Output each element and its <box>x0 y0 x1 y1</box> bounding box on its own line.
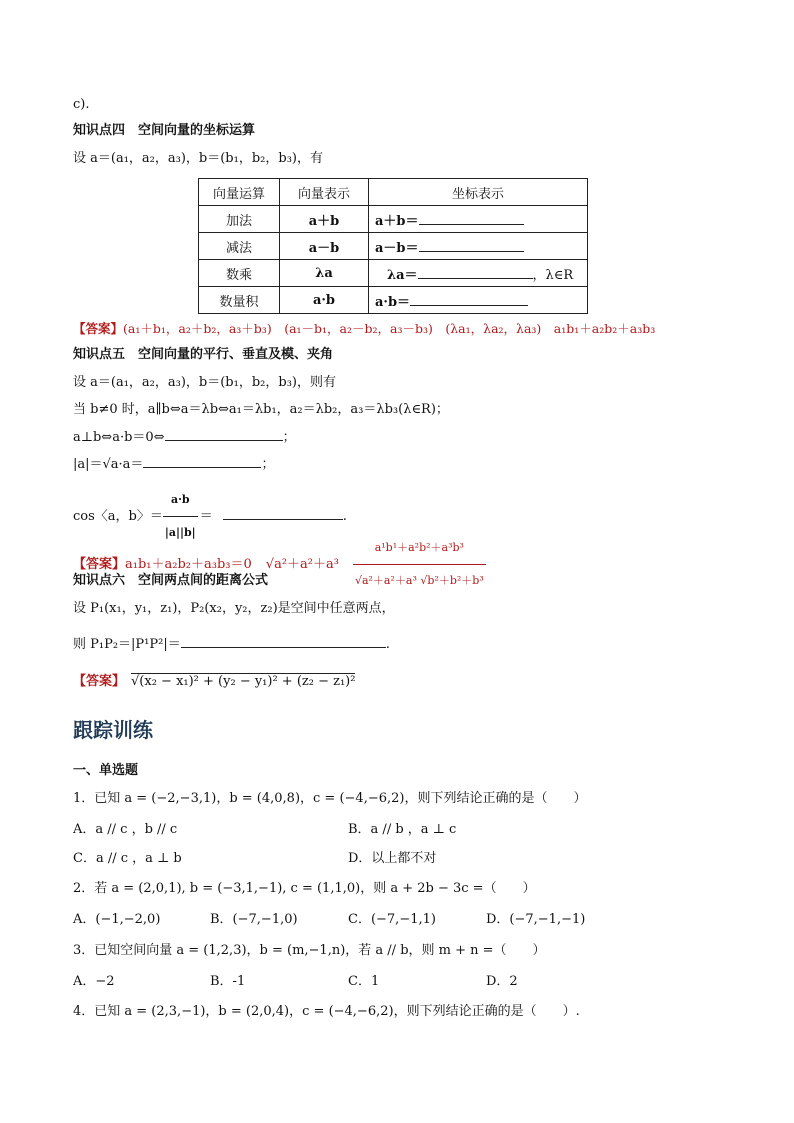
answer-blank <box>418 266 533 279</box>
cos-numerator: a·b <box>163 484 198 517</box>
k4-answer: (a₁＋b₁，a₂＋b₂，a₃＋b₃) (a₁－b₁，a₂－b₂，a₃－b₃) (λa₁，λa₂，λa₃) a₁b₁＋a₂b₂＋a₃b₃ <box>123 321 656 336</box>
q2-option-d: D．(−7,−1,−1) <box>486 912 586 927</box>
section-subtitle: 一、单选题 <box>73 763 139 778</box>
q1-option-a: A．a // c ，b // c <box>73 822 178 837</box>
table-cell: a·b <box>280 287 369 314</box>
k6-then: 则 P₁P₂＝|P¹P²|＝ <box>73 637 181 652</box>
table-cell-text: λa＝ <box>387 267 418 283</box>
table-cell: λa <box>280 260 369 287</box>
k4-answer-line <box>73 320 655 338</box>
k5-perp-line <box>73 428 296 447</box>
punct: . <box>342 509 347 524</box>
k5-answer-1: a₁b₁＋a₂b₂＋a₃b₃＝0 <box>125 557 252 572</box>
table-header-row <box>199 179 588 206</box>
k5-parallel: 当 b≠0 时，a∥b⇔a＝λb⇔a₁＝λb₁，a₂＝λb₂，a₃＝λb₃(λ∈R)； <box>73 402 449 417</box>
k5-title: 知识点五 空间向量的平行、垂直及模、夹角 <box>73 347 334 362</box>
question-1-stem: 1．已知 a = (−2,−3,1)，b = (4,0,8)，c = (−4,−6,2)，则下列结论正确的是（ ） <box>73 791 587 806</box>
answer-blank <box>181 635 386 648</box>
answer-tag: 【答案】 <box>73 557 126 572</box>
table-row <box>199 260 588 287</box>
q3-option-c: C．1 <box>348 974 380 989</box>
answer-blank <box>223 507 343 520</box>
top-fragment: c). <box>73 97 90 112</box>
answer-blank <box>419 239 524 252</box>
punct: . <box>385 637 390 652</box>
table-cell: a－b <box>280 233 369 260</box>
table-cell <box>369 287 588 314</box>
k5-cos-prefix: cos〈a，b〉＝ <box>73 509 163 524</box>
k5-answer-2: √a²＋a²＋a³ <box>265 557 339 572</box>
table-cell-text: a·b＝ <box>375 294 411 310</box>
equals-sign: ＝ <box>199 509 213 524</box>
k5-modulus-line <box>73 455 274 474</box>
question-2-stem: 2．若 a = (2,0,1), b = (−3,1,−1), c = (1,1,0)，则 a + 2b − 3c =（ ） <box>73 881 536 896</box>
table-header-cell: 向量表示 <box>280 179 369 206</box>
q2-option-a: A．(−1,−2,0) <box>73 912 161 927</box>
answer-tag: 【答案】 <box>73 321 124 336</box>
answer-blank <box>410 293 528 306</box>
punct: ； <box>261 457 275 472</box>
punct: ； <box>282 430 296 445</box>
k5-perp: a⊥b⇔a·b＝0⇔ <box>73 430 165 445</box>
table-cell: a＋b <box>280 206 369 233</box>
k6-answer: √(x₂ − x₁)² + (y₂ − y₁)² + (z₂ − z₁)² <box>131 674 356 689</box>
answer-blank <box>419 212 524 225</box>
k5-setup: 设 a＝(a₁，a₂，a₃)，b＝(b₁，b₂，b₃)，则有 <box>73 375 336 390</box>
k5-answer-3 <box>353 532 486 597</box>
table-cell: 减法 <box>199 233 280 260</box>
q1-option-d: D．以上都不对 <box>348 851 437 866</box>
k6-title: 知识点六 空间两点间的距离公式 <box>73 573 269 588</box>
answer-numerator: a¹b¹＋a²b²＋a³b³ <box>353 532 486 565</box>
table-cell: 加法 <box>199 206 280 233</box>
q3-option-d: D．2 <box>486 974 518 989</box>
q3-option-b: B．-1 <box>210 974 246 989</box>
table-header-cell: 坐标表示 <box>369 179 588 206</box>
k6-then-line <box>73 635 390 654</box>
q3-option-a: A．−2 <box>73 974 115 989</box>
question-4-stem: 4．已知 a = (2,3,−1)，b = (2,0,4)，c = (−4,−6,2)，则下列结论正确的是（ ）. <box>73 1004 580 1019</box>
k5-modulus: |a|＝√a·a＝ <box>73 457 144 472</box>
cos-denominator: |a||b| <box>164 526 196 539</box>
table-cell-text: a－b＝ <box>375 240 419 256</box>
section-title: 跟踪训练 <box>73 718 153 742</box>
k4-title: 知识点四 空间向量的坐标运算 <box>73 123 256 138</box>
k4-setup: 设 a＝(a₁，a₂，a₃)，b＝(b₁，b₂，b₃)，有 <box>73 151 323 166</box>
table-cell: 数乘 <box>199 260 280 287</box>
k6-answer-line <box>73 673 355 691</box>
answer-blank <box>165 428 283 441</box>
q2-option-b: B．(−7,−1,0) <box>210 912 298 927</box>
q2-option-c: C．(−7,−1,1) <box>348 912 436 927</box>
coordinate-operations-table <box>198 178 588 314</box>
table-header-cell: 向量运算 <box>199 179 280 206</box>
k6-setup: 设 P₁(x₁，y₁，z₁)，P₂(x₂，y₂，z₂)是空间中任意两点， <box>73 601 395 616</box>
answer-tag: 【答案】 <box>73 674 126 689</box>
table-row <box>199 287 588 314</box>
table-row <box>199 233 588 260</box>
answer-denominator: √a²＋a²＋a³ √b²＋b²＋b³ <box>354 574 484 587</box>
question-3-stem: 3．已知空间向量 a = (1,2,3)，b = (m,−1,n)，若 a // b，则 m + n =（ ） <box>73 943 546 958</box>
q1-option-c: C．a // c ，a ⊥ b <box>73 851 182 866</box>
table-cell <box>369 233 588 260</box>
table-cell <box>369 206 588 233</box>
table-row <box>199 206 588 233</box>
q1-option-b: B．a // b ，a ⊥ c <box>348 822 457 837</box>
answer-blank <box>143 455 261 468</box>
table-cell <box>369 260 588 287</box>
lambda-suffix: ，λ∈R <box>532 267 574 283</box>
table-cell: 数量积 <box>199 287 280 314</box>
table-cell-text: a＋b＝ <box>375 213 419 229</box>
